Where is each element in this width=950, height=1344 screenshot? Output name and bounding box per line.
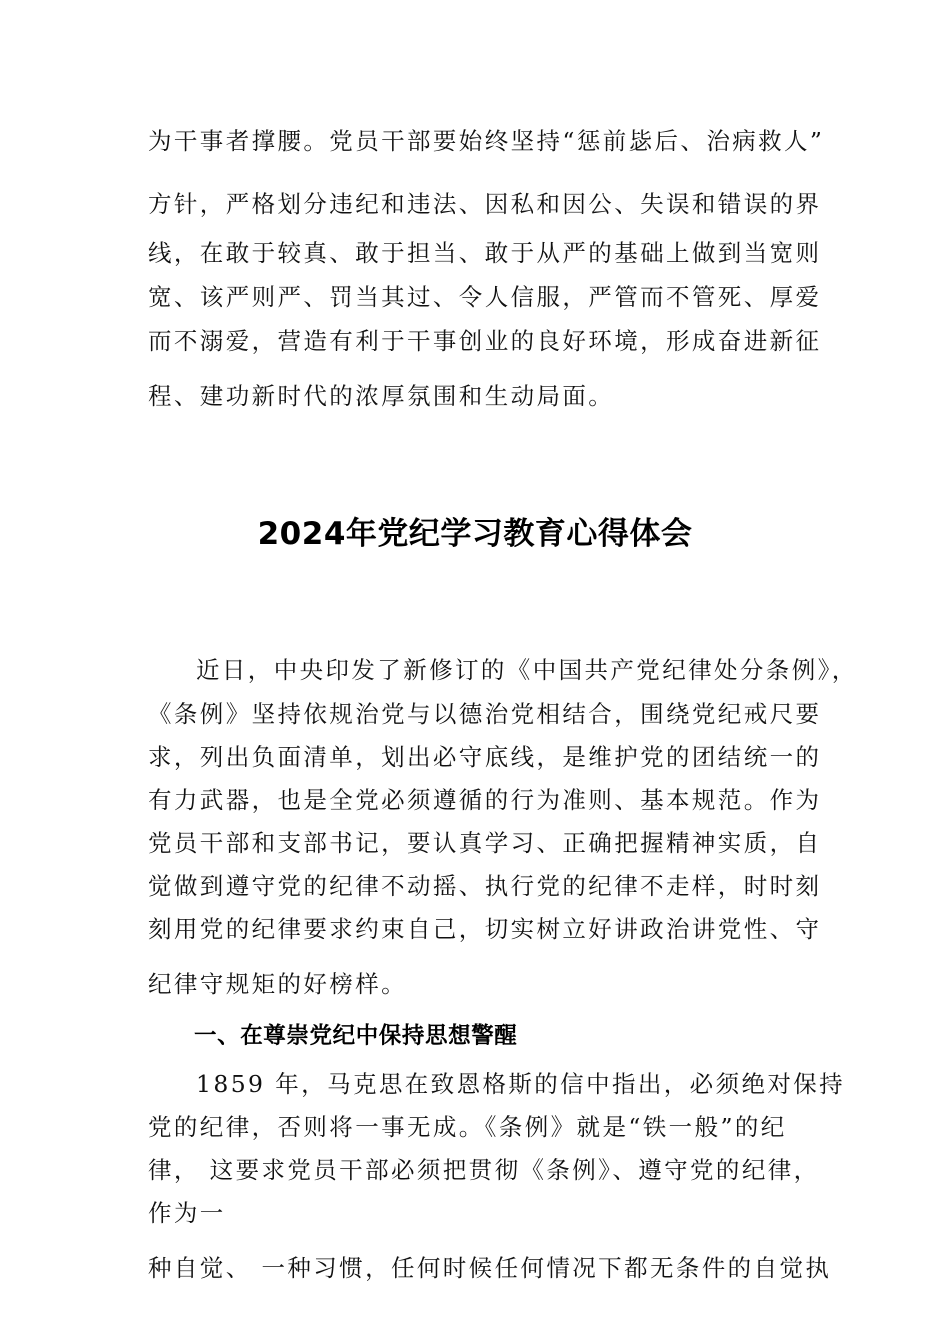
body-text-line: 宽、该严则严、罚当其过、令人信服，严管而不管死、厚爱 <box>148 283 822 311</box>
body-text-line: 觉做到遵守党的纪律不动摇、执行党的纪律不走样，时时刻 <box>148 872 822 900</box>
document-title: 2024年党纪学习教育心得体会 <box>257 516 693 552</box>
body-text-line: 而不溺爱，营造有利于干事创业的良好环境，形成奋进新征 <box>148 327 822 355</box>
body-text-line: 程、建功新时代的浓厚氛围和生动局面。 <box>148 382 615 410</box>
body-text-line: 纪律守规矩的好榜样。 <box>148 970 407 998</box>
body-text-line: 线，在敢于较真、敢于担当、敢于从严的基础上做到当宽则 <box>148 239 822 267</box>
body-text-line: 刻用党的纪律要求约束自己，切实树立好讲政治讲党性、守 <box>148 915 822 943</box>
body-text-line: 1859 年，马克思在致恩格斯的信中指出，必须绝对保持 <box>196 1070 846 1098</box>
body-text-line: 种自觉、 一种习惯，任何时候任何情况下都无条件的自觉执 <box>148 1254 832 1282</box>
body-text-line: 为干事者撑腰。党员干部要始终坚持“惩前毖后、治病救人” <box>148 127 825 155</box>
body-text-line: 有力武器，也是全党必须遵循的行为准则、基本规范。作为 <box>148 786 822 814</box>
body-text-line: 近日，中央印发了新修订的《中国共产党纪律处分条例》， <box>196 656 858 684</box>
body-text-line: 律， 这要求党员干部必须把贯彻《条例》、遵守党的纪律， <box>148 1156 820 1184</box>
section-heading: 一、在尊崇党纪中保持思想警醒 <box>194 1023 518 1049</box>
body-text-line: 求，列出负面清单，划出必守底线，是维护党的团结统一的 <box>148 743 822 771</box>
body-text-line: 党的纪律，否则将一事无成。《条例》就是“铁一般”的纪 <box>148 1113 787 1141</box>
body-text-line: 作为一 <box>148 1199 226 1227</box>
body-text-line: 党员干部和支部书记，要认真学习、正确把握精神实质，自 <box>148 829 822 857</box>
body-text-line: 方针，严格划分违纪和违法、因私和因公、失误和错误的界 <box>148 190 822 218</box>
body-text-line: 《条例》坚持依规治党与以德治党相结合，围绕党纪戒尺要 <box>148 700 822 728</box>
